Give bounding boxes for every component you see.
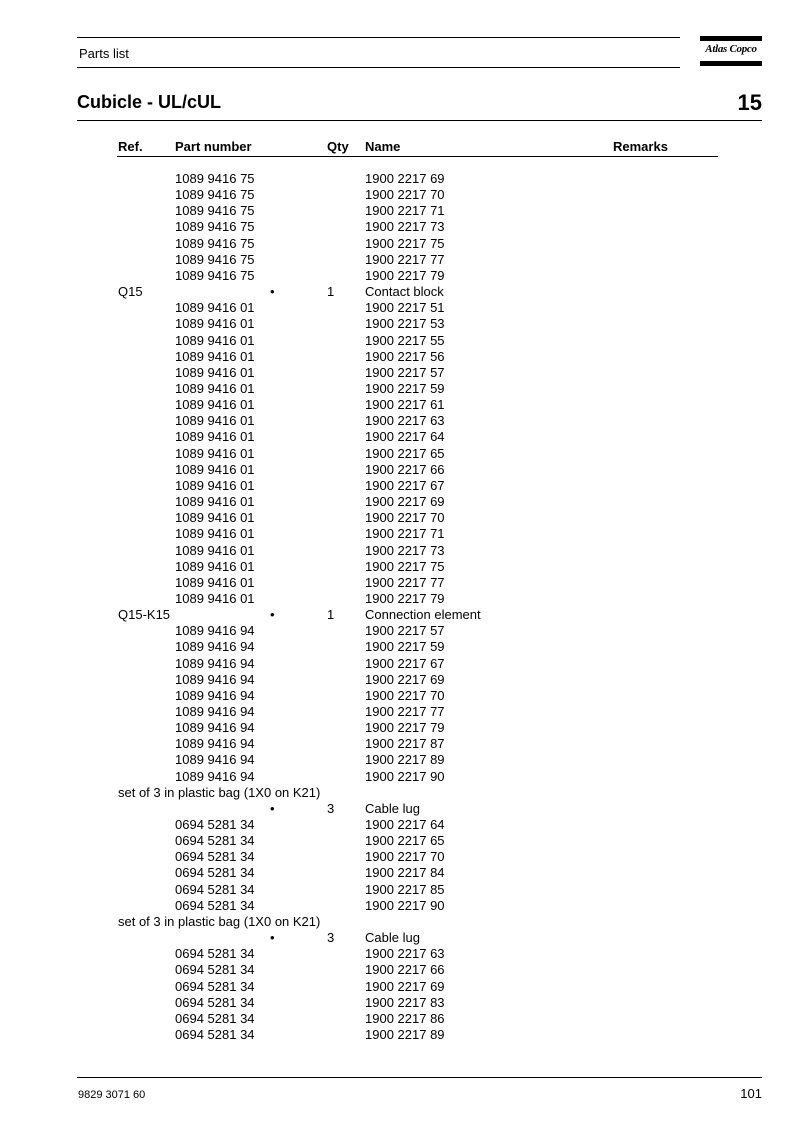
name-cell: 1900 2217 69 <box>365 494 445 509</box>
qty-cell: 3 <box>327 930 335 945</box>
part-number-cell: 0694 5281 34 <box>175 1010 255 1026</box>
part-number-cell: 0694 5281 34 <box>175 946 255 962</box>
name-cell: 1900 2217 77 <box>365 703 445 719</box>
name-cell: 1900 2217 66 <box>365 962 445 978</box>
name-cell: 1900 2217 70 <box>365 849 445 865</box>
name-cell: 1900 2217 55 <box>365 332 445 348</box>
table-header-rule <box>117 156 718 157</box>
part-number-cell: 0694 5281 34 <box>175 849 255 865</box>
part-number-cell: 1089 9416 94 <box>175 623 255 639</box>
ref-cell: Q15-K15 <box>118 607 171 622</box>
name-cell: 1900 2217 53 <box>365 316 445 332</box>
ref-cell: set of 3 in plastic bag (1X0 on K21) <box>118 913 321 929</box>
name-cell: 1900 2217 63 <box>365 946 445 962</box>
name-cell: 1900 2217 77 <box>365 574 445 590</box>
logo-top-bar <box>700 36 762 41</box>
logo-text: Atlas Copco <box>705 43 757 55</box>
column-header-part-number: Part number <box>175 139 252 154</box>
title-rule <box>77 120 762 121</box>
qty-cell: 3 <box>327 800 335 816</box>
section-title: Cubicle - UL/cUL <box>77 92 222 112</box>
name-cell: 1900 2217 71 <box>365 203 445 219</box>
page-number: 101 <box>740 1086 762 1101</box>
part-number-cell: 1089 9416 94 <box>175 703 255 719</box>
part-number-cell: 0694 5281 34 <box>175 865 255 881</box>
name-cell: 1900 2217 67 <box>365 477 445 493</box>
part-number-cell: 1089 9416 94 <box>175 736 255 752</box>
name-cell: 1900 2217 83 <box>365 994 445 1010</box>
level-bullet: • <box>270 800 275 816</box>
name-cell: 1900 2217 57 <box>365 623 445 639</box>
name-cell: 1900 2217 66 <box>365 461 445 477</box>
name-cell: Connection element <box>365 607 481 622</box>
qty-cell: 1 <box>327 284 335 299</box>
footer-rule <box>77 1077 762 1078</box>
part-number-cell: 1089 9416 94 <box>175 752 255 768</box>
name-cell: 1900 2217 64 <box>365 817 445 832</box>
part-number-cell: 1089 9416 94 <box>175 720 255 736</box>
name-cell: 1900 2217 89 <box>365 752 445 768</box>
name-cell: 1900 2217 79 <box>365 590 445 606</box>
part-number-cell: 1089 9416 01 <box>175 590 255 606</box>
name-cell: 1900 2217 69 <box>365 171 445 186</box>
part-number-cell: 1089 9416 01 <box>175 300 255 316</box>
name-cell: Contact block <box>365 284 444 299</box>
header-top-rule <box>77 37 680 38</box>
name-cell: 1900 2217 67 <box>365 655 445 671</box>
name-cell: 1900 2217 70 <box>365 687 445 703</box>
name-cell: 1900 2217 51 <box>365 300 445 316</box>
part-number-cell: 1089 9416 94 <box>175 639 255 655</box>
name-cell: 1900 2217 57 <box>365 364 445 380</box>
name-cell: 1900 2217 63 <box>365 413 445 429</box>
part-number-cell: 1089 9416 01 <box>175 494 255 509</box>
document-number: 9829 3071 60 <box>78 1089 146 1101</box>
name-cell: Cable lug <box>365 800 420 816</box>
part-number-cell: 1089 9416 75 <box>175 251 255 267</box>
name-cell: 1900 2217 70 <box>365 187 445 203</box>
name-cell: 1900 2217 79 <box>365 267 445 283</box>
part-number-cell: 0694 5281 34 <box>175 881 255 897</box>
name-cell: 1900 2217 75 <box>365 235 445 251</box>
ref-cell: set of 3 in plastic bag (1X0 on K21) <box>118 784 321 800</box>
name-cell: 1900 2217 90 <box>365 768 445 784</box>
part-number-cell: 1089 9416 75 <box>175 171 255 186</box>
part-number-cell: 1089 9416 75 <box>175 235 255 251</box>
logo-bottom-bar <box>700 61 762 66</box>
level-bullet: • <box>270 607 275 622</box>
name-cell: 1900 2217 73 <box>365 542 445 558</box>
name-cell: 1900 2217 64 <box>365 429 445 445</box>
part-number-cell: 1089 9416 01 <box>175 316 255 332</box>
part-number-cell: 1089 9416 94 <box>175 687 255 703</box>
part-number-cell: 1089 9416 94 <box>175 655 255 671</box>
name-cell: 1900 2217 86 <box>365 1010 445 1026</box>
part-number-cell: 0694 5281 34 <box>175 817 255 832</box>
name-cell: 1900 2217 59 <box>365 380 445 396</box>
part-number-cell: 1089 9416 01 <box>175 574 255 590</box>
part-number-cell: 1089 9416 01 <box>175 332 255 348</box>
section-number: 15 <box>737 90 762 115</box>
part-number-cell: 1089 9416 01 <box>175 558 255 574</box>
qty-cell: 1 <box>327 607 335 622</box>
column-header-ref: Ref. <box>118 139 143 154</box>
part-number-cell: 1089 9416 01 <box>175 397 255 413</box>
name-cell: 1900 2217 61 <box>365 397 445 413</box>
column-header-remarks: Remarks <box>613 139 668 154</box>
part-number-cell: 1089 9416 01 <box>175 477 255 493</box>
part-number-cell: 1089 9416 01 <box>175 526 255 542</box>
part-number-cell: 1089 9416 75 <box>175 203 255 219</box>
part-number-cell: 1089 9416 94 <box>175 768 255 784</box>
part-number-cell: 1089 9416 94 <box>175 671 255 687</box>
level-bullet: • <box>270 930 275 945</box>
name-cell: 1900 2217 69 <box>365 671 445 687</box>
name-cell: 1900 2217 85 <box>365 881 445 897</box>
name-cell: 1900 2217 75 <box>365 558 445 574</box>
ref-cell: Q15 <box>118 284 143 299</box>
part-number-cell: 0694 5281 34 <box>175 994 255 1010</box>
name-cell: Cable lug <box>365 930 420 945</box>
name-cell: 1900 2217 89 <box>365 1026 445 1042</box>
part-number-cell: 1089 9416 01 <box>175 510 255 526</box>
part-number-cell: 0694 5281 34 <box>175 1026 255 1042</box>
name-cell: 1900 2217 87 <box>365 736 445 752</box>
part-number-cell: 1089 9416 01 <box>175 445 255 461</box>
name-cell: 1900 2217 79 <box>365 720 445 736</box>
part-number-cell: 0694 5281 34 <box>175 897 255 913</box>
part-number-cell: 1089 9416 01 <box>175 348 255 364</box>
column-header-qty: Qty <box>327 139 349 154</box>
part-number-cell: 1089 9416 01 <box>175 461 255 477</box>
part-number-cell: 1089 9416 75 <box>175 267 255 283</box>
name-cell: 1900 2217 65 <box>365 445 445 461</box>
part-number-cell: 1089 9416 01 <box>175 413 255 429</box>
name-cell: 1900 2217 65 <box>365 833 445 849</box>
name-cell: 1900 2217 71 <box>365 526 445 542</box>
part-number-cell: 1089 9416 01 <box>175 542 255 558</box>
part-number-cell: 0694 5281 34 <box>175 962 255 978</box>
part-number-cell: 0694 5281 34 <box>175 833 255 849</box>
name-cell: 1900 2217 70 <box>365 510 445 526</box>
atlas-copco-logo <box>700 36 762 66</box>
part-number-cell: 1089 9416 01 <box>175 364 255 380</box>
part-number-cell: 1089 9416 75 <box>175 187 255 203</box>
name-cell: 1900 2217 69 <box>365 978 445 994</box>
part-number-cell: 1089 9416 01 <box>175 380 255 396</box>
level-bullet: • <box>270 284 275 299</box>
part-number-cell: 1089 9416 01 <box>175 429 255 445</box>
column-header-name: Name <box>365 139 401 154</box>
part-number-cell: 1089 9416 75 <box>175 219 255 235</box>
name-cell: 1900 2217 90 <box>365 897 445 913</box>
name-cell: 1900 2217 73 <box>365 219 445 235</box>
name-cell: 1900 2217 56 <box>365 348 445 364</box>
part-number-cell: 0694 5281 34 <box>175 978 255 994</box>
name-cell: 1900 2217 84 <box>365 865 445 881</box>
header-bottom-rule <box>77 67 680 68</box>
name-cell: 1900 2217 77 <box>365 251 445 267</box>
name-cell: 1900 2217 59 <box>365 639 445 655</box>
document-title: Parts list <box>79 46 129 61</box>
